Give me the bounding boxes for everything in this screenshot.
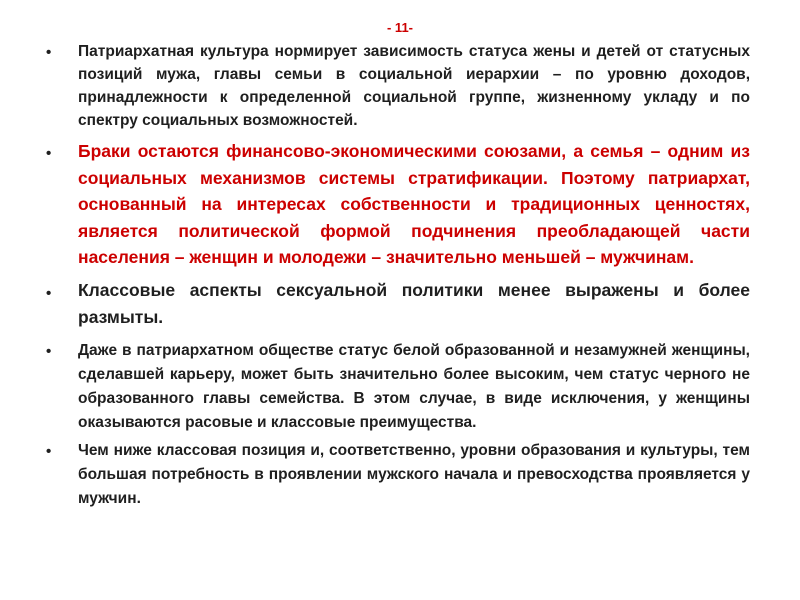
bullet-icon: • [46,342,52,360]
bullet-item-class-aspects [44,277,750,331]
bullet-text: Даже в патриархатном обществе статус белой образованной и незамужней женщины, сделавшей карьеру, может быть значительно более высоким, чем статус черного не образованного главы семейства. В этом случае, в виде исключения, у женщины оказываются расовые и классовые преимущества. [78,341,750,431]
bullet-icon: • [46,44,52,61]
bullet-item-marriage-unions [44,138,750,271]
bullet-icon: • [46,284,52,302]
bullet-text-highlighted: Браки остаются финансово-экономическими союзами, а семья – одним из социальных механизмов системы стратификации. Поэтому патриархат, основанный на интересах собственности и традиционных ценностях, является политической формой подчинения преобладающей части населения – женщин и молодежи – значительно меньшей – мужчинам. [78,141,750,267]
page-number: - 11- [386,20,413,35]
bullet-item-status-norms [44,40,750,132]
bullet-text: Патриархатная культура нормирует зависимость статуса жены и детей от статусных позиций мужа, главы семьи в социальной иерархии – по уровню доходов, принадлежности к определенной социальной группе, жизненному укладу и по спектру социальных возможностей. [78,43,750,129]
bullet-item-exception-example [44,339,750,435]
bullet-icon: • [46,442,52,460]
bullet-item-class-position [44,439,750,511]
bullet-list [44,40,750,511]
bullet-icon: • [46,145,52,162]
bullet-text: Чем ниже классовая позиция и, соответственно, уровни образования и культуры, тем большая потребность в проявлении мужского начала и превосходства проявляется у мужчин. [78,441,750,507]
bullet-text: Классовые аспекты сексуальной политики менее выражены и более размыты. [78,279,750,327]
